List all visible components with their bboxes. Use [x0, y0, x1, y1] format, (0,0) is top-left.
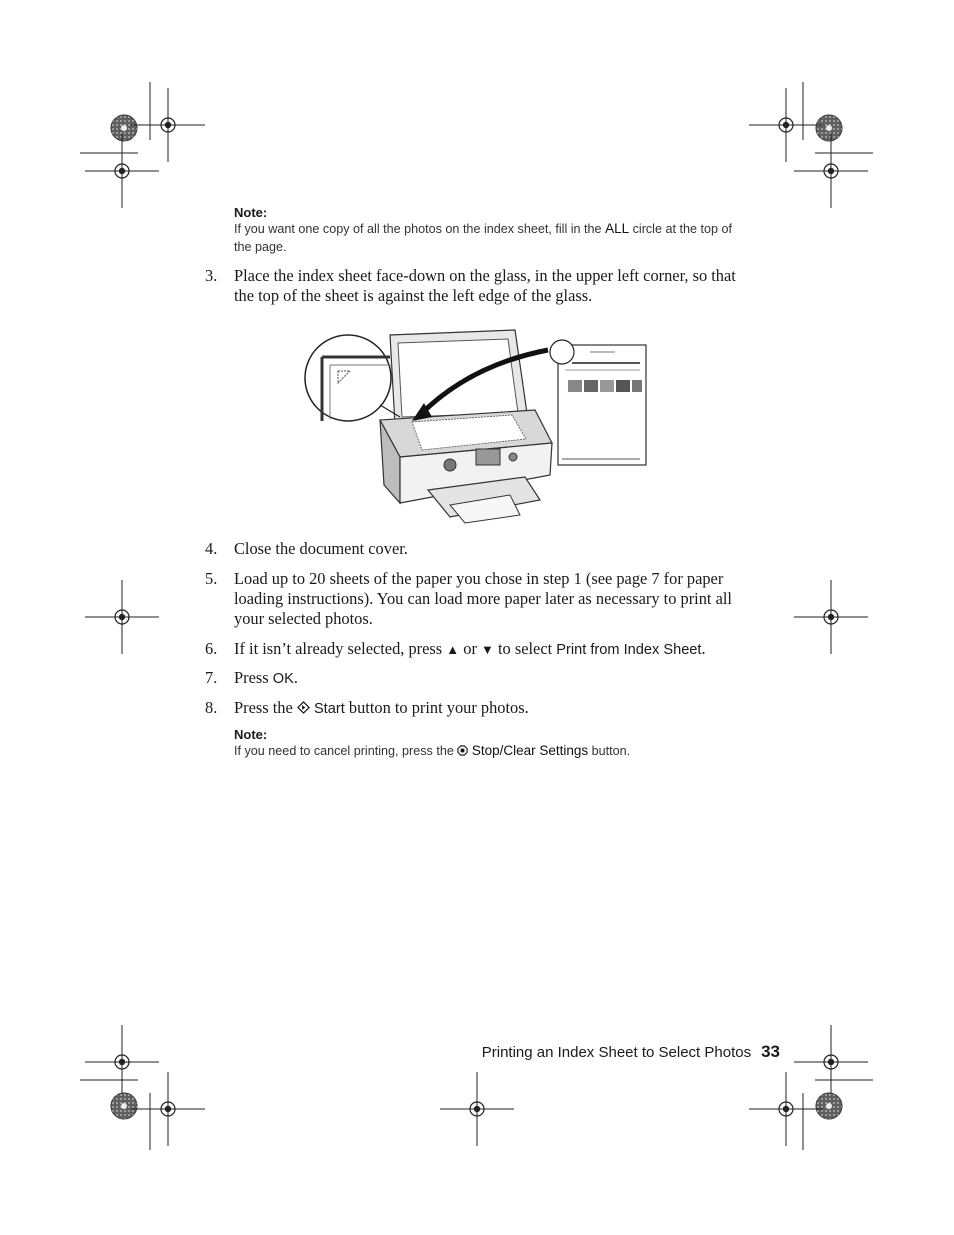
step-text: Place the index sheet face-down on the glass, in the upper left corner, so that the top of the sheet is against the left edge of the glass. [234, 266, 736, 305]
start-diamond-icon [297, 701, 310, 714]
scanner-illustration [300, 325, 660, 530]
corner-magnifier [305, 335, 400, 421]
step-number: 4. [205, 539, 218, 558]
down-arrow-icon: ▼ [481, 642, 494, 657]
printer-scanner [380, 330, 552, 523]
step-text: Press OK. [234, 668, 298, 687]
index-sheet [550, 340, 646, 465]
note-title: Note: [234, 727, 268, 742]
ok-button-label: OK [272, 671, 294, 687]
page-footer [482, 1042, 780, 1062]
stop-clear-settings-label: Stop/Clear Settings [471, 743, 589, 758]
step-number: 8. [205, 698, 218, 717]
up-arrow-icon: ▲ [446, 642, 460, 657]
note-2 [234, 727, 749, 760]
step-number: 7. [205, 668, 218, 687]
step-text: If it isn’t already selected, press ▲ or ▼ to select Print from Index Sheet. [234, 639, 706, 658]
stop-icon [457, 745, 468, 756]
start-button-label: Start [313, 701, 345, 717]
page-number: 33 [761, 1042, 780, 1061]
note-text: If you want one copy of all the photos on the index sheet, fill in the ALL circle at the top of the page. [234, 221, 732, 254]
print-from-index-sheet-label: Print from Index Sheet [556, 642, 702, 658]
step-number: 5. [205, 569, 218, 588]
step-text: Press the Start button to print your photos. [234, 698, 529, 717]
note-1 [234, 205, 749, 256]
step-number: 3. [205, 266, 218, 285]
step-number: 6. [205, 639, 218, 658]
step-text: Close the document cover. [234, 539, 408, 558]
note-text: If you need to cancel printing, press the Stop/Clear Settings button. [234, 743, 631, 758]
note-title: Note: [234, 205, 268, 220]
all-label: ALL [605, 221, 630, 236]
step-text: Load up to 20 sheets of the paper you chose in step 1 (see page 7 for paper loading instructions). You can load more paper later as necessary to print all your selected photos. [234, 569, 732, 628]
section-title: Printing an Index Sheet to Select Photos [481, 1044, 752, 1061]
